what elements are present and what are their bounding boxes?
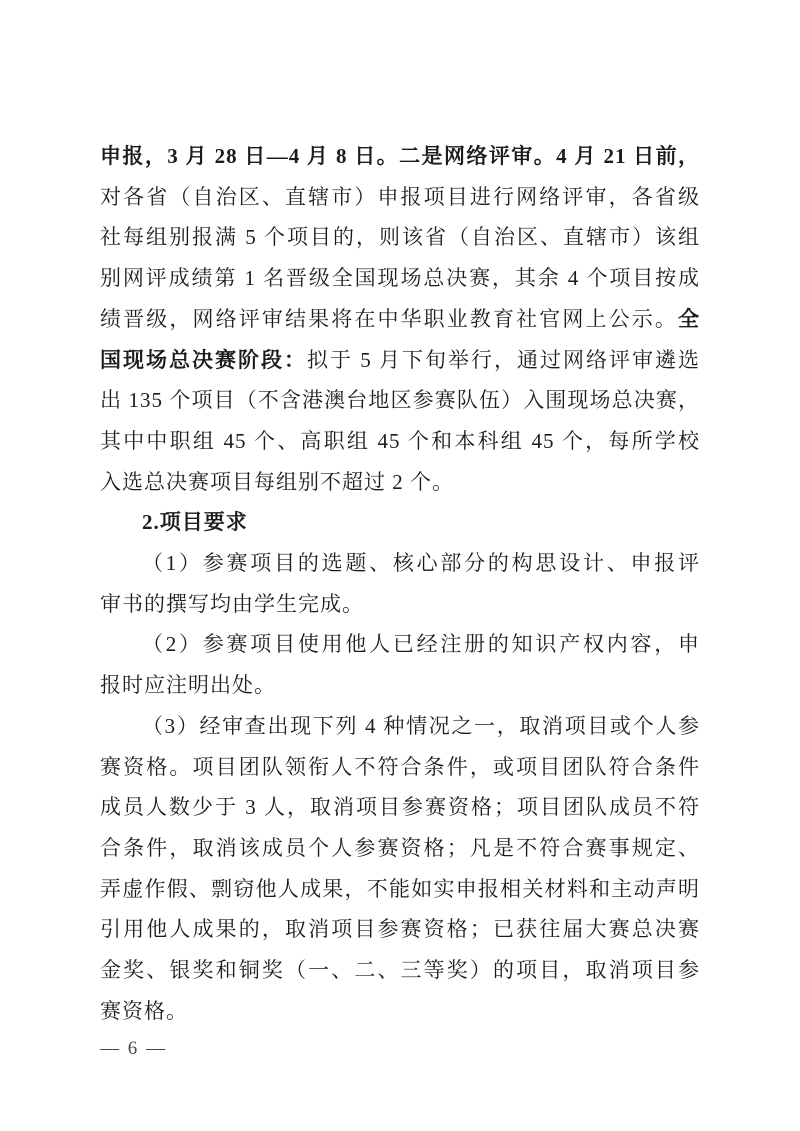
text-segment: 审书的撰写均由学生完成。 xyxy=(100,591,364,616)
text-line xyxy=(100,828,700,869)
text-line xyxy=(100,217,700,258)
text-line xyxy=(100,421,700,462)
text-segment: 合条件，取消该成员个人参赛资格；凡是不符合赛事规定、 xyxy=(100,835,700,860)
text-line xyxy=(100,991,700,1032)
bold-text-segment: 国现场总决赛阶段： xyxy=(100,347,307,372)
text-segment: 赛资格。项目团队领衔人不符合条件，或项目团队符合条件 xyxy=(100,754,700,779)
text-line xyxy=(100,584,700,625)
text-segment: 弄虚作假、剽窃他人成果，不能如实申报相关材料和主动声明 xyxy=(100,876,700,901)
document-body xyxy=(100,136,700,1031)
text-line xyxy=(100,869,700,910)
page-number-footer xyxy=(100,1036,167,1062)
text-segment: （1）参赛项目的选题、核心部分的构思设计、申报评 xyxy=(142,551,700,576)
text-segment: 出 135 个项目（不含港澳台地区参赛队伍）入围现场总决赛， xyxy=(100,388,700,413)
bold-text-segment: 全 xyxy=(678,306,700,331)
text-segment: 绩晋级，网络评审结果将在中华职业教育社官网上公示。 xyxy=(100,306,678,331)
text-line xyxy=(100,136,700,177)
text-segment: 别网评成绩第 1 名晋级全国现场总决赛，其余 4 个项目按成 xyxy=(100,266,700,291)
text-segment: 金奖、银奖和铜奖（一、二、三等奖）的项目，取消项目参 xyxy=(100,958,700,983)
text-line xyxy=(100,706,700,747)
text-segment: （2）参赛项目使用他人已经注册的知识产权内容，申 xyxy=(142,632,700,657)
bold-text-segment: 申报，3 月 28 日—4 月 8 日。二是网络评审。4 月 21 日前， xyxy=(100,144,700,168)
text-line xyxy=(100,299,700,340)
text-segment: 拟于 5 月下旬举行，通过网络评审遴选 xyxy=(307,347,700,372)
text-line xyxy=(100,258,700,299)
text-segment: 报时应注明出处。 xyxy=(100,673,276,698)
text-line xyxy=(100,340,700,381)
text-line xyxy=(100,543,700,584)
text-line xyxy=(100,177,700,218)
text-segment: 入选总决赛项目每组别不超过 2 个。 xyxy=(100,469,454,494)
text-line xyxy=(100,624,700,665)
text-segment: 成员人数少于 3 人，取消项目参赛资格；项目团队成员不符 xyxy=(100,795,700,820)
text-line xyxy=(100,747,700,788)
text-line xyxy=(100,462,700,503)
text-line xyxy=(100,502,700,543)
text-segment: 其中中职组 45 个、高职组 45 个和本科组 45 个，每所学校 xyxy=(100,428,700,453)
text-segment: 社每组别报满 5 个项目的，则该省（自治区、直辖市）该组 xyxy=(100,225,700,250)
text-line xyxy=(100,909,700,950)
text-segment: 对各省（自治区、直辖市）申报项目进行网络评审，各省级 xyxy=(100,184,700,209)
text-segment: 引用他人成果的，取消项目参赛资格；已获往届大赛总决赛 xyxy=(100,917,700,942)
text-line xyxy=(100,787,700,828)
text-line xyxy=(100,380,700,421)
text-segment: 赛资格。 xyxy=(100,998,188,1023)
text-line xyxy=(100,665,700,706)
text-segment: （3）经审查出现下列 4 种情况之一，取消项目或个人参 xyxy=(142,713,700,738)
page-number: — 6 — xyxy=(100,1038,167,1059)
text-line xyxy=(100,950,700,991)
bold-text-segment: 2.项目要求 xyxy=(142,510,248,535)
